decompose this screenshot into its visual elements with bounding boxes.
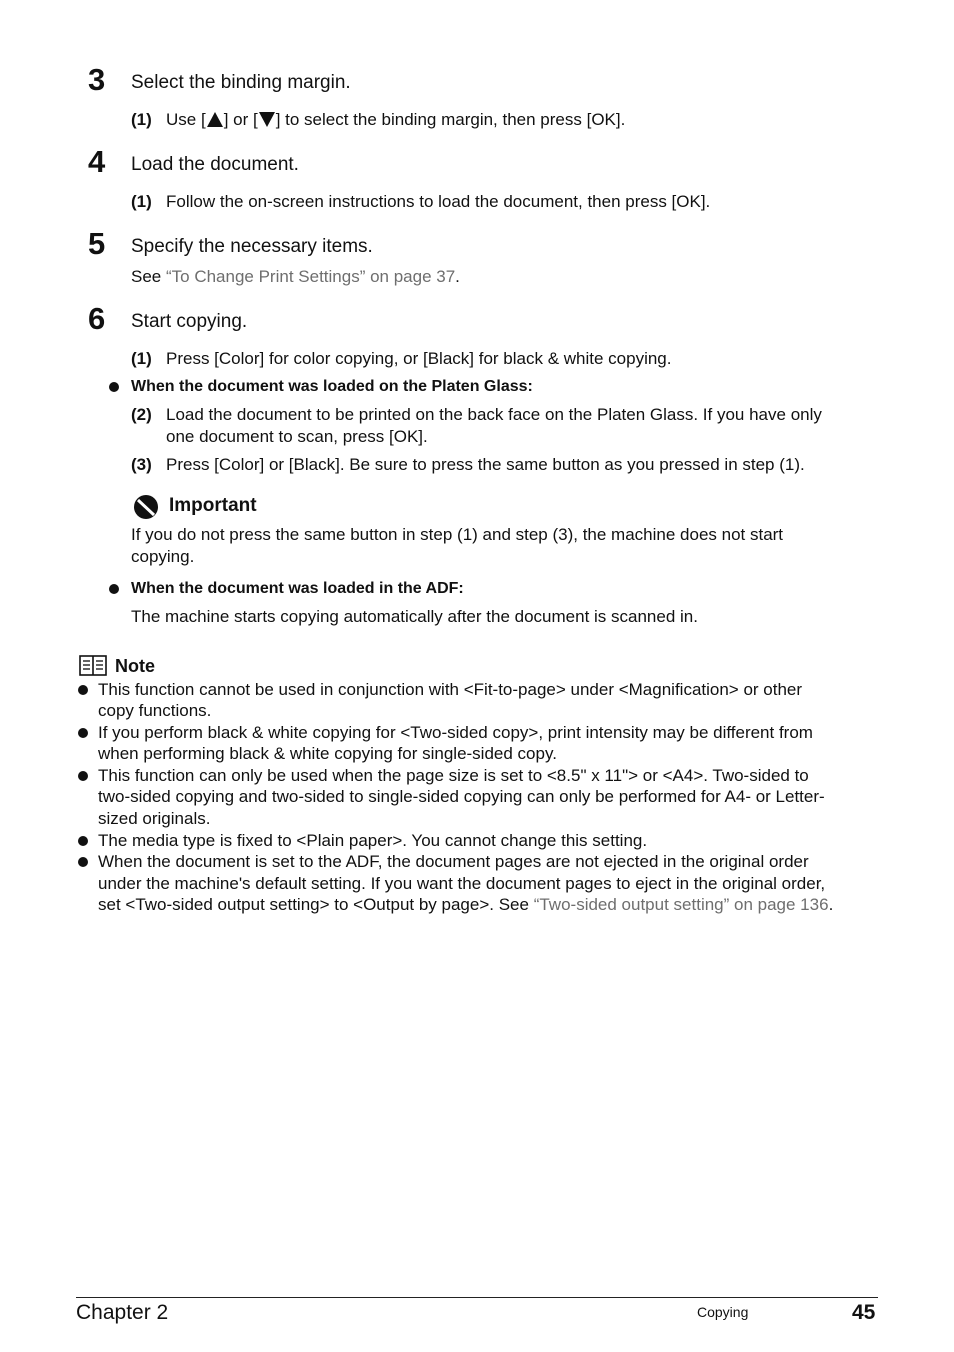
bullet-icon <box>78 836 88 846</box>
note-item-line: This function cannot be used in conjunction with <Fit-to-page> under <Magnification> or other <box>98 680 803 699</box>
down-arrow-icon <box>259 112 275 127</box>
note-book-icon <box>79 655 107 676</box>
text-segment: . <box>828 895 834 914</box>
substep-label: (3) <box>131 455 152 474</box>
footer-rule <box>76 1297 878 1298</box>
note-item-line: under the machine's default setting. If you want the document pages to eject in the original order, <box>98 874 826 893</box>
substep-text-line2: one document to scan, press [OK]. <box>166 427 428 446</box>
step-number-3: 3 <box>88 62 106 97</box>
important-text-line1: If you do not press the same button in step (1) and step (3), the machine does not start <box>131 525 784 544</box>
adf-text: The machine starts copying automatically after the document is scanned in. <box>131 607 698 626</box>
see-reference <box>131 266 460 288</box>
step-number-4: 4 <box>88 144 106 179</box>
substep-text: Follow the on-screen instructions to load the document, then press [OK]. <box>166 192 711 211</box>
step-title-3: Select the binding margin. <box>131 72 351 93</box>
note-item-line: If you perform black & white copying for <Two-sided copy>, print intensity may be different from <box>98 723 813 742</box>
important-title: Important <box>169 495 257 516</box>
substep-text <box>166 109 625 131</box>
step-title-5: Specify the necessary items. <box>131 236 373 257</box>
substep-label: (2) <box>131 405 152 424</box>
bullet-icon <box>109 382 119 392</box>
text-segment: set <Two-sided output setting> to <Output by page>. See <box>98 895 534 914</box>
substep-text: Press [Color] or [Black]. Be sure to press the same button as you pressed in step (1). <box>166 455 805 474</box>
adf-heading: When the document was loaded in the ADF: <box>131 580 464 597</box>
substep-label: (1) <box>131 110 152 129</box>
bullet-icon <box>78 685 88 695</box>
note-item-line: This function can only be used when the page size is set to <8.5" x 11"> or <A4>. Two-sided to <box>98 766 809 785</box>
text-segment: ] or [ <box>223 110 258 129</box>
important-text-line2: copying. <box>131 547 195 566</box>
note-item-line: copy functions. <box>98 701 212 720</box>
text-segment: Use [ <box>166 110 206 129</box>
bullet-icon <box>78 728 88 738</box>
up-arrow-icon <box>207 112 223 127</box>
note-item-line: sized originals. <box>98 809 211 828</box>
note-item-line: when performing black & white copying for single-sided copy. <box>98 744 557 763</box>
note-item-line: The media type is fixed to <Plain paper>. You cannot change this setting. <box>98 831 648 850</box>
page-number: 45 <box>852 1301 876 1324</box>
step-number-6: 6 <box>88 301 106 336</box>
note-title: Note <box>115 656 155 676</box>
page-link[interactable]: “To Change Print Settings” on page 37 <box>165 267 456 286</box>
note-item-line: two-sided copying and two-sided to single-sided copying can only be performed for A4- or Letter- <box>98 787 825 806</box>
page-link[interactable]: “Two-sided output setting” on page 136 <box>533 895 829 914</box>
bullet-icon <box>109 584 119 594</box>
platen-heading: When the document was loaded on the Platen Glass: <box>131 378 533 395</box>
bullet-icon <box>78 771 88 781</box>
bullet-icon <box>78 857 88 867</box>
step-title-6: Start copying. <box>131 311 248 332</box>
substep-label: (1) <box>131 192 152 211</box>
substep-label: (1) <box>131 349 152 368</box>
note-item-line: When the document is set to the ADF, the document pages are not ejected in the original order <box>98 852 809 871</box>
substep-text-line1: Load the document to be printed on the back face on the Platen Glass. If you have only <box>166 405 822 424</box>
important-icon <box>133 494 159 520</box>
note-item-line <box>98 894 833 916</box>
footer-section: Copying <box>697 1304 749 1320</box>
step-number-5: 5 <box>88 226 106 261</box>
text-segment: ] to select the binding margin, then press [OK]. <box>275 110 626 129</box>
footer-chapter: Chapter 2 <box>76 1301 169 1324</box>
step-title-4: Load the document. <box>131 154 299 175</box>
see-prefix: See <box>131 267 166 286</box>
substep-text: Press [Color] for color copying, or [Black] for black & white copying. <box>166 349 672 368</box>
see-suffix: . <box>455 267 460 286</box>
